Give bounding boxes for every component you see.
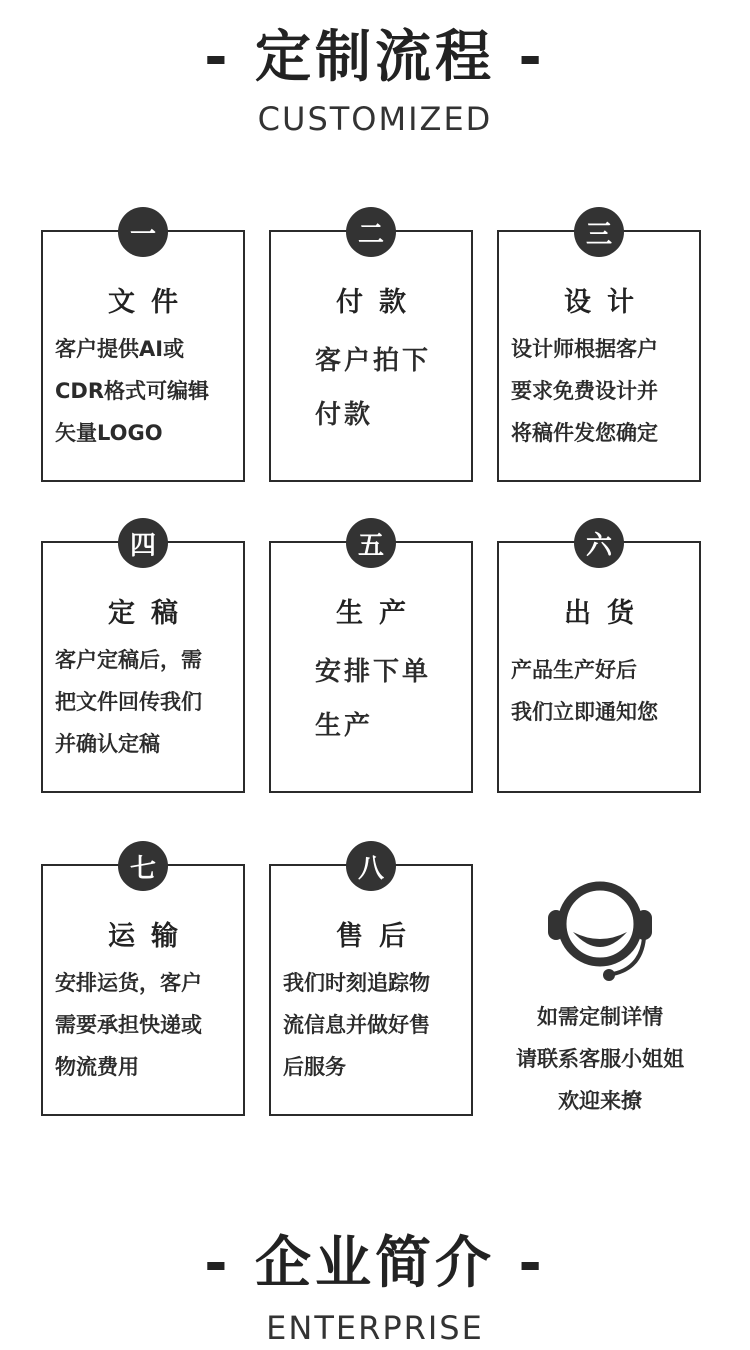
- enterprise-section-subtitle: ENTERPRISE: [266, 1309, 484, 1347]
- step-number-badge: 七: [118, 841, 168, 891]
- step-title: 售后: [336, 921, 422, 952]
- step-description-line: 要求免费设计并: [511, 379, 658, 403]
- step-description-line: 安排运货，客户: [55, 971, 202, 995]
- step-description-line: 客户拍下: [315, 346, 432, 376]
- service-line: 欢迎来撩: [558, 1089, 642, 1113]
- step-card-7: [41, 853, 245, 1116]
- step-description-line: 矢量LOGO: [55, 421, 163, 445]
- step-title: 生产: [336, 598, 422, 629]
- step-card-4: [41, 530, 245, 793]
- step-number-badge: 六: [574, 518, 624, 568]
- step-description-line: 客户提供AI或: [55, 337, 185, 361]
- step-description: [55, 639, 235, 765]
- process-section-subtitle: CUSTOMIZED: [257, 100, 493, 138]
- step-description-line: 并确认定稿: [55, 732, 160, 756]
- enterprise-section-title: - 企业简介 -: [204, 1231, 546, 1296]
- step-title: 文件: [108, 287, 194, 318]
- step-description: [55, 328, 235, 454]
- step-number-badge: 五: [346, 518, 396, 568]
- step-card-5: [269, 530, 473, 793]
- step-number-badge: 四: [118, 518, 168, 568]
- step-description: [511, 328, 691, 454]
- customer-service-block[interactable]: [498, 862, 702, 1116]
- step-description-line: 安排下单: [315, 657, 432, 687]
- step-description-line: 产品生产好后: [511, 658, 637, 682]
- customer-service-text: [488, 996, 712, 1122]
- step-number-badge: 二: [346, 207, 396, 257]
- service-line: 如需定制详情: [537, 1005, 663, 1029]
- step-title: 定稿: [108, 598, 194, 629]
- process-section-title: - 定制流程 -: [204, 25, 546, 90]
- step-number-badge: 一: [118, 207, 168, 257]
- step-description-line: 把文件回传我们: [55, 690, 202, 714]
- step-card-8: [269, 853, 473, 1116]
- step-description-line: 我们时刻追踪物: [283, 971, 430, 995]
- step-card-1: [41, 219, 245, 482]
- step-title: 付款: [336, 287, 422, 318]
- step-card-3: [497, 219, 701, 482]
- step-description: [315, 645, 463, 753]
- headset-icon: [543, 872, 657, 986]
- step-number-badge: 八: [346, 841, 396, 891]
- step-description-line: 流信息并做好售: [283, 1013, 430, 1037]
- step-description: [315, 334, 463, 442]
- step-description-line: 客户定稿后，需: [55, 648, 202, 672]
- step-number-badge: 三: [574, 207, 624, 257]
- step-description-line: 将稿件发您确定: [511, 421, 658, 445]
- step-title: 设计: [564, 287, 650, 318]
- step-description-line: 付款: [315, 400, 374, 430]
- step-description-line: 设计师根据客户: [511, 337, 658, 361]
- service-line: 请联系客服小姐姐: [516, 1047, 684, 1071]
- step-title: 出货: [564, 598, 650, 629]
- step-card-2: [269, 219, 473, 482]
- step-description: [55, 962, 235, 1088]
- step-description-line: 需要承担快递或: [55, 1013, 202, 1037]
- step-description-line: 我们立即通知您: [511, 700, 658, 724]
- step-description-line: CDR格式可编辑: [55, 379, 210, 403]
- step-description-line: 后服务: [283, 1055, 346, 1079]
- step-description: [511, 649, 691, 733]
- step-description-line: 生产: [315, 711, 374, 741]
- step-card-6: [497, 530, 701, 793]
- step-description: [283, 962, 463, 1088]
- step-title: 运输: [108, 921, 194, 952]
- step-description-line: 物流费用: [55, 1055, 139, 1079]
